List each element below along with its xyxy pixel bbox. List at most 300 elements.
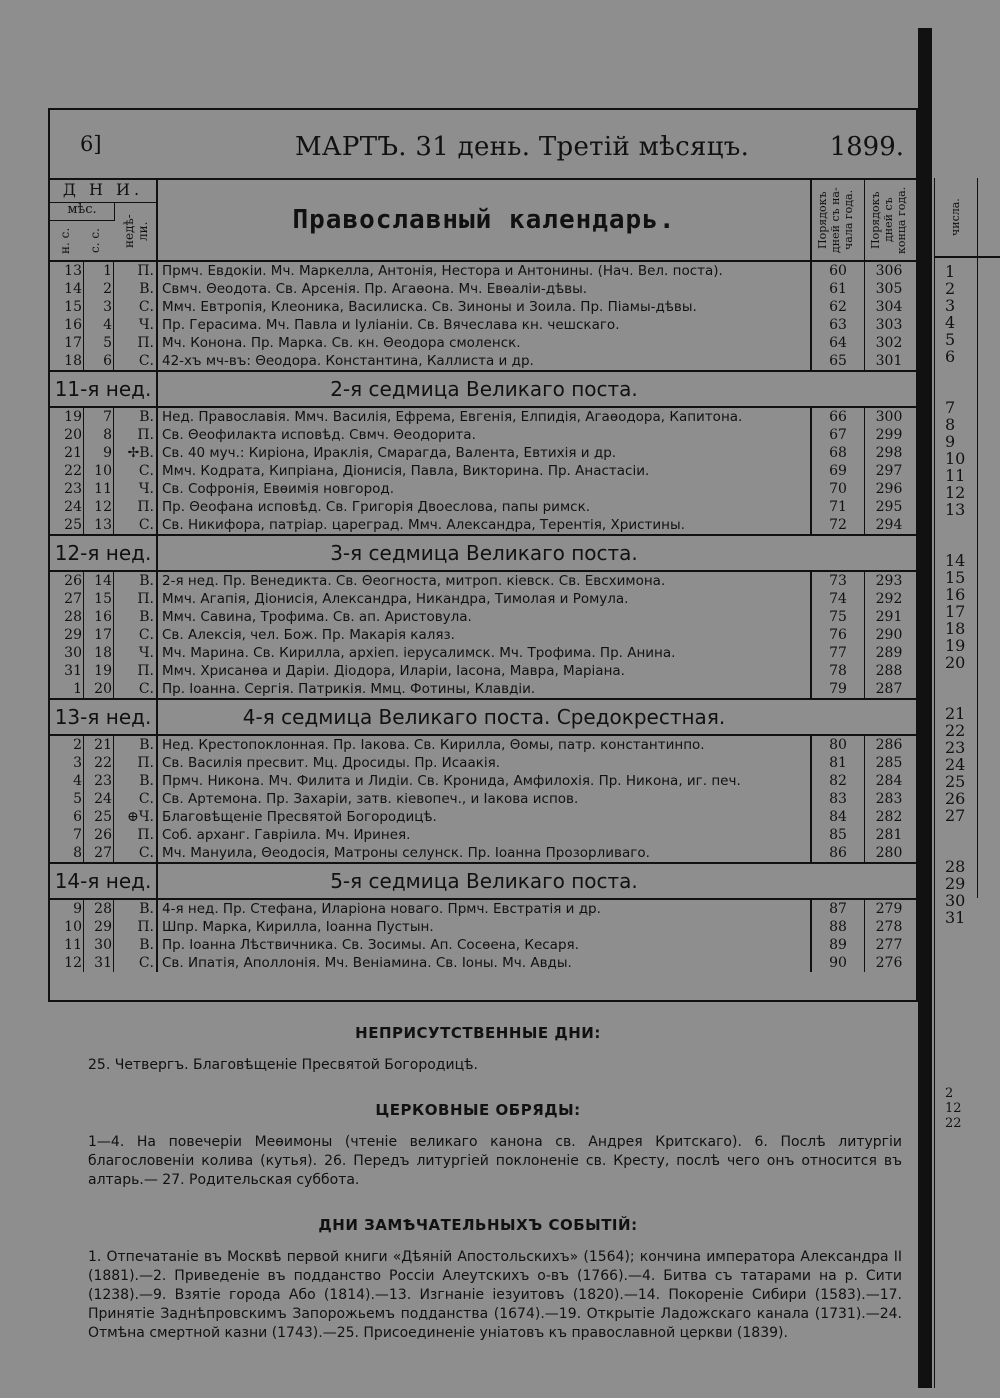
weekday: П. [137,499,154,515]
adjacent-day-number: 30 [945,891,966,910]
section-rites [48,1101,908,1190]
adjacent-divider [977,178,978,898]
new-style-date: 20 [94,681,112,697]
day-of-year: 87 [829,901,847,917]
day-of-year: 86 [829,845,847,861]
new-style-label: с. с. [88,228,102,254]
day-row [50,680,916,698]
day-of-year: 85 [829,827,847,843]
days-remaining: 296 [875,481,903,497]
old-style-date: 31 [64,663,82,679]
week-header [50,534,916,572]
day-block [50,572,916,698]
day-row [50,480,916,498]
saints-text: 42-хъ мч-въ: Θеодора. Константина, Каллиста и др. [162,353,534,369]
weekday: ✢В. [127,445,154,461]
order-end-label: Порядокъ днeй съ конца года. [869,186,908,254]
adjacent-header-label: числа. [949,198,962,236]
adjacent-day-number: 3 [945,296,956,315]
day-row [50,462,916,480]
old-style-date: 5 [73,791,82,807]
old-style-date: 10 [64,919,82,935]
old-style-label: н. с. [58,227,72,255]
adjacent-day-number: 13 [945,500,966,519]
new-style-date: 13 [94,517,112,533]
day-row [50,626,916,644]
days-remaining: 297 [875,463,903,479]
days-remaining: 276 [875,955,903,971]
day-of-year: 66 [829,409,847,425]
section-heading: НЕПРИСУТСТВЕННЫЕ ДНИ: [355,1024,601,1042]
new-style-date: 11 [94,481,112,497]
old-style-date: 19 [64,409,82,425]
saints-text: Благовѣщеніе Пресвятой Богородицѣ. [162,809,437,825]
day-row [50,736,916,754]
adjacent-day-number: 29 [945,874,966,893]
old-style-date: 1 [73,681,82,697]
days-remaining: 281 [875,827,903,843]
day-block [50,736,916,862]
adjacent-day-number: 17 [945,602,966,621]
weekday: П. [137,827,154,843]
new-style-date: 22 [94,755,112,771]
saints-text: 2-я нед. Пр. Венедикта. Св. Θеогноста, митроп. кіевск. Св. Евсхимона. [162,573,666,589]
days-remaining: 289 [875,645,903,661]
old-style-date: 15 [64,299,82,315]
section-heading: ДНИ ЗАМѢЧАТЕЛЬНЫХЪ СОБЫТІЙ: [318,1216,638,1234]
adjacent-day-number: 21 [945,704,966,723]
old-style-date: 11 [64,937,82,953]
adjacent-day-number: 8 [945,415,956,434]
day-of-year: 90 [829,955,847,971]
weekday: В. [139,737,154,753]
day-of-year: 78 [829,663,847,679]
day-of-year: 76 [829,627,847,643]
new-style-date: 30 [94,937,112,953]
day-of-year: 70 [829,481,847,497]
months-label: мѣс. [50,202,115,221]
new-style-date: 16 [94,609,112,625]
weekday: Ч. [138,645,154,661]
old-style-date: 16 [64,317,82,333]
day-of-year: 89 [829,937,847,953]
day-of-year: 64 [829,335,847,351]
old-style-date: 21 [64,445,82,461]
weekday: ⊕Ч. [126,809,154,825]
weekday: С. [138,845,154,861]
days-remaining: 284 [875,773,903,789]
saints-text: Св. Ипатія, Аполлонія. Мч. Веніамина. Св. Іоны. Мч. Авды. [162,955,572,971]
weekday: В. [139,281,154,297]
notes-area [48,1020,908,1369]
new-style-date: 24 [94,791,112,807]
days-remaining: 299 [875,427,903,443]
old-style-date: 26 [64,573,82,589]
saints-text: Нед. Крестопоклонная. Пр. Іакова. Св. Кирилла, Θомы, патр. константинпо. [162,737,705,753]
days-remaining: 298 [875,445,903,461]
saints-text: Пр. Іоанна. Сергія. Патрикія. Ммц. Фотины, Клавдіи. [162,681,536,697]
saints-text: Свмч. Θеодота. Св. Арсенія. Пр. Агаѳона. Мч. Евѳаліи-дѣвы. [162,281,588,297]
saints-text: Нед. Православія. Ммч. Василія, Ефрема, Евгенія, Елпидія, Агаѳодора, Капитона. [162,409,743,425]
day-row [50,334,916,352]
old-style-date: 25 [64,517,82,533]
adjacent-day-number: 23 [945,738,966,757]
adjacent-day-number: 10 [945,449,966,468]
days-remaining: 278 [875,919,903,935]
day-row [50,516,916,534]
day-row [50,262,916,280]
day-row [50,408,916,426]
old-style-date: 14 [64,281,82,297]
weekday: В. [139,937,154,953]
adjacent-note-number: 12 [945,1101,962,1116]
old-style-date: 28 [64,609,82,625]
day-of-year: 61 [829,281,847,297]
new-style-date: 31 [94,955,112,971]
old-style-date: 30 [64,645,82,661]
day-row [50,426,916,444]
day-row [50,572,916,590]
weekday: П. [137,591,154,607]
days-remaining: 306 [875,263,903,279]
days-remaining: 304 [875,299,903,315]
days-remaining: 302 [875,335,903,351]
day-row [50,444,916,462]
day-of-year: 62 [829,299,847,315]
section-body: 25. Четвергъ. Благовѣщеніе Пресвятой Богородицѣ. [88,1057,478,1073]
adjacent-day-number: 19 [945,636,966,655]
day-row [50,644,916,662]
new-style-date: 7 [103,409,112,425]
saints-text: Св. Никифора, патріар. цареград. Ммч. Александра, Терентія, Христины. [162,517,685,533]
day-of-year: 65 [829,353,847,369]
day-row [50,790,916,808]
new-style-date: 25 [94,809,112,825]
week-number: 13-я нед. [50,700,158,734]
old-style-date: 24 [64,499,82,515]
weekday: Ч. [138,481,154,497]
day-of-year: 73 [829,573,847,589]
day-row [50,662,916,680]
adjacent-day-number: 27 [945,806,966,825]
adjacent-day-number: 20 [945,653,966,672]
day-of-year: 72 [829,517,847,533]
day-row [50,772,916,790]
new-style-date: 26 [94,827,112,843]
weekday: С. [138,955,154,971]
new-style-date: 21 [94,737,112,753]
weekday: В. [139,609,154,625]
day-row [50,590,916,608]
days-remaining: 301 [875,353,903,369]
weekday: П. [137,755,154,771]
new-style-date: 2 [103,281,112,297]
new-style-date: 9 [103,445,112,461]
days-remaining: 291 [875,609,903,625]
day-of-year: 83 [829,791,847,807]
days-remaining: 280 [875,845,903,861]
saints-text: Прмч. Евдокіи. Мч. Маркелла, Антонія, Нестора и Антонины. (Нач. Вел. поста). [162,263,723,279]
days-label: Д Н И. [50,180,156,203]
new-style-date: 27 [94,845,112,861]
day-of-year: 63 [829,317,847,333]
saints-text: Пр. Герасима. Мч. Павла и Іуліаніи. Св. Вячеслава кн. чешскаго. [162,317,620,333]
adjacent-header [935,178,1000,258]
adjacent-day-number: 4 [945,313,956,332]
week-title: 3-я седмица Великаго поста. [330,541,638,565]
new-style-date: 19 [94,663,112,679]
week-header [50,698,916,736]
new-style-date: 18 [94,645,112,661]
weekday: В. [139,901,154,917]
binding-strip [918,28,932,1388]
page-header [50,110,916,180]
saints-text: Св. Софронія, Евѳимія новгород. [162,481,395,497]
adjacent-note-number: 2 [945,1086,954,1101]
saints-text: Св. Θеофилакта исповѣд. Свмч. Θеодорита. [162,427,476,443]
old-style-date: 20 [64,427,82,443]
adjacent-day-number: 16 [945,585,966,604]
section-events [48,1216,908,1343]
old-style-date: 4 [73,773,82,789]
page-number: 6] [80,132,102,156]
saints-text: Шпр. Марка, Кирилла, Іоанна Пустын. [162,919,434,935]
day-block [50,262,916,370]
day-row [50,808,916,826]
day-of-year: 82 [829,773,847,789]
saints-text: Пр. Θеофана исповѣд. Св. Григорія Двоеслова, папы римск. [162,499,591,515]
adjacent-day-number: 24 [945,755,966,774]
day-of-year: 75 [829,609,847,625]
weekday: В. [139,409,154,425]
week-title: 2-я седмица Великаго поста. [330,377,638,401]
weekday: С. [138,299,154,315]
day-row [50,954,916,972]
adjacent-day-number: 12 [945,483,966,502]
weekday: С. [138,517,154,533]
days-remaining: 293 [875,573,903,589]
weekday: П. [137,427,154,443]
saints-text: Св. Артемона. Пр. Захаріи, затв. кіевопеч., и Іакова испов. [162,791,579,807]
section-body: 1. Отпечатаніе въ Москвѣ первой книги «Дѣяній Апостольскихъ» (1564); кончина императора Александра II (1881).—2. Приведеніе въ подданство Россіи Алеутскихъ о-въ (1766).—4. Битва съ татарами на р. Сити (1238).—9. Взятіе города Або (1814).—13. Изгнаніе іезуитовъ (1820).—14. Покореніе Сибири (1583).—17. Принятіе Заднѣпровскимъ Запорожьемъ подданства (1674).—19. Открытіе Ладожскаго канала (1731).—24. Отмѣна смертной казни (1743).—25. Присоединеніе уніатовъ къ православной церкви (1839). [88,1249,902,1341]
saints-text: Ммч. Савина, Трофима. Св. ап. Аристовула. [162,609,472,625]
day-row [50,826,916,844]
day-of-year: 68 [829,445,847,461]
weekday: П. [137,919,154,935]
calendar-title: Православный календарь. [158,180,812,260]
saints-text: Св. Василія пресвит. Мц. Дросиды. Пр. Исаакія. [162,755,501,771]
order-end-header [865,180,916,260]
day-block [50,408,916,534]
old-style-date: 7 [73,827,82,843]
old-style-date: 27 [64,591,82,607]
old-style-date: 23 [64,481,82,497]
day-row [50,918,916,936]
weekday: П. [137,263,154,279]
day-of-year: 80 [829,737,847,753]
day-of-year: 74 [829,591,847,607]
saints-text: Пр. Іоанна Лѣствичника. Св. Зосимы. Ап. Сосѳена, Кесаря. [162,937,579,953]
day-row [50,498,916,516]
old-style-date: 8 [73,845,82,861]
weekday-label: недѣ-ли. [122,214,150,248]
week-title: 5-я седмица Великаго поста. [330,869,638,893]
old-style-date: 9 [73,901,82,917]
weekday: Ч. [138,317,154,333]
day-of-year: 88 [829,919,847,935]
new-style-date: 12 [94,499,112,515]
new-style-date: 3 [103,299,112,315]
new-style-date: 4 [103,317,112,333]
adjacent-day-number: 14 [945,551,966,570]
weekday: В. [139,573,154,589]
days-remaining: 295 [875,499,903,515]
new-style-date: 17 [94,627,112,643]
weekday: С. [138,463,154,479]
calendar-rows [50,262,916,972]
column-headers [50,180,916,262]
day-of-year: 84 [829,809,847,825]
days-remaining: 277 [875,937,903,953]
old-style-date: 29 [64,627,82,643]
new-style-date: 1 [103,263,112,279]
saints-text: Мч. Марина. Св. Кирилла, архіеп. іерусалимск. Мч. Трофима. Пр. Анина. [162,645,676,661]
old-style-date: 2 [73,737,82,753]
new-style-date: 6 [103,353,112,369]
adjacent-day-number: 15 [945,568,966,587]
adjacent-day-number: 26 [945,789,966,808]
adjacent-day-number: 6 [945,347,956,366]
saints-text: Ммч. Евтропія, Клеоника, Василиска. Св. Зиноны и Зоила. Пр. Піамы-дѣвы. [162,299,697,315]
week-number: 12-я нед. [50,536,158,570]
days-remaining: 305 [875,281,903,297]
days-remaining: 282 [875,809,903,825]
day-of-year: 67 [829,427,847,443]
old-style-date: 13 [64,263,82,279]
day-of-year: 81 [829,755,847,771]
old-style-date: 22 [64,463,82,479]
adjacent-day-number: 28 [945,857,966,876]
days-remaining: 303 [875,317,903,333]
adjacent-page-edge [934,178,1000,1388]
new-style-date: 5 [103,335,112,351]
weekday: С. [138,791,154,807]
adjacent-day-number: 1 [945,262,956,281]
saints-text: Мч. Мануила, Θеодосія, Матроны селунск. Пр. Іоанна Прозорливаго. [162,845,650,861]
saints-text: Соб. арханг. Гавріила. Мч. Иринея. [162,827,411,843]
day-of-year: 71 [829,499,847,515]
saints-text: Св. Алексія, чел. Бож. Пр. Макарія каляз. [162,627,455,643]
order-start-label: Порядокъ днeй съ на-чала года. [816,187,855,253]
day-of-year: 60 [829,263,847,279]
old-style-date: 17 [64,335,82,351]
adjacent-note-number: 22 [945,1116,962,1131]
adjacent-day-number: 11 [945,466,966,485]
weekday: П. [137,663,154,679]
day-of-year: 77 [829,645,847,661]
section-heading: ЦЕРКОВНЫЕ ОБРЯДЫ: [375,1101,581,1119]
page-title: МАРТЪ. 31 день. Третій мѣсяцъ. [295,132,750,162]
new-style-date: 23 [94,773,112,789]
section-holidays [48,1024,908,1075]
day-block [50,900,916,972]
old-style-date: 12 [64,955,82,971]
old-style-date: 18 [64,353,82,369]
days-remaining: 290 [875,627,903,643]
saints-text: Св. 40 муч.: Киріона, Ираклія, Смарагда, Валента, Евтихія и др. [162,445,617,461]
new-style-date: 29 [94,919,112,935]
days-remaining: 285 [875,755,903,771]
days-remaining: 283 [875,791,903,807]
calendar-frame [48,108,919,1002]
adjacent-day-number: 31 [945,908,966,927]
saints-text: Ммч. Агапія, Діонисія, Александра, Никандра, Тимолая и Ромула. [162,591,629,607]
saints-text: Ммч. Кодрата, Кипріана, Діонисія, Павла, Викторина. Пр. Анастасіи. [162,463,650,479]
new-style-date: 28 [94,901,112,917]
adjacent-day-number: 9 [945,432,956,451]
adjacent-day-number: 18 [945,619,966,638]
day-row [50,608,916,626]
year: 1899. [829,132,904,162]
adjacent-day-number: 22 [945,721,966,740]
week-number: 11-я нед. [50,372,158,406]
days-remaining: 286 [875,737,903,753]
day-of-year: 79 [829,681,847,697]
days-remaining: 287 [875,681,903,697]
week-title: 4-я седмица Великаго поста. Средокрестная. [242,705,726,729]
weekday: В. [139,773,154,789]
adjacent-day-number: 5 [945,330,956,349]
weekday: С. [138,681,154,697]
day-row [50,936,916,954]
days-remaining: 292 [875,591,903,607]
new-style-date: 8 [103,427,112,443]
week-number: 14-я нед. [50,864,158,898]
days-remaining: 294 [875,517,903,533]
saints-text: 4-я нед. Пр. Стефана, Иларіона новаго. Прмч. Евстратія и др. [162,901,601,917]
day-row [50,844,916,862]
days-header [50,180,158,260]
days-remaining: 279 [875,901,903,917]
day-row [50,754,916,772]
weekday: П. [137,335,154,351]
week-header [50,370,916,408]
saints-text: Мч. Конона. Пр. Марка. Св. кн. Θеодора смоленск. [162,335,521,351]
adjacent-day-number: 2 [945,279,956,298]
week-header [50,862,916,900]
old-style-date: 6 [73,809,82,825]
day-row [50,280,916,298]
day-row [50,900,916,918]
new-style-date: 14 [94,573,112,589]
day-row [50,316,916,334]
days-remaining: 300 [875,409,903,425]
old-style-date: 3 [73,755,82,771]
weekday: С. [138,627,154,643]
days-remaining: 288 [875,663,903,679]
new-style-date: 10 [94,463,112,479]
day-of-year: 69 [829,463,847,479]
section-body: 1—4. На повечеріи Меѳимоны (чтеніе великаго канона св. Андрея Критскаго). 6. Послѣ литургіи благословеніи колива (кутья). 26. Передъ литургіей поклоненіе св. Кресту, послѣ чего онъ относится въ алтарь.— 27. Родительская суббота. [88,1134,902,1188]
saints-text: Ммч. Хрисанѳа и Даріи. Діодора, Иларіи, Іасона, Мавра, Маріана. [162,663,625,679]
new-style-date: 15 [94,591,112,607]
saints-text: Прмч. Никона. Мч. Филита и Лидіи. Св. Кронида, Амфилохія. Пр. Никона, иг. печ. [162,773,741,789]
day-row [50,298,916,316]
order-start-header [812,180,865,260]
day-row [50,352,916,370]
adjacent-day-number: 7 [945,398,956,417]
weekday: С. [138,353,154,369]
